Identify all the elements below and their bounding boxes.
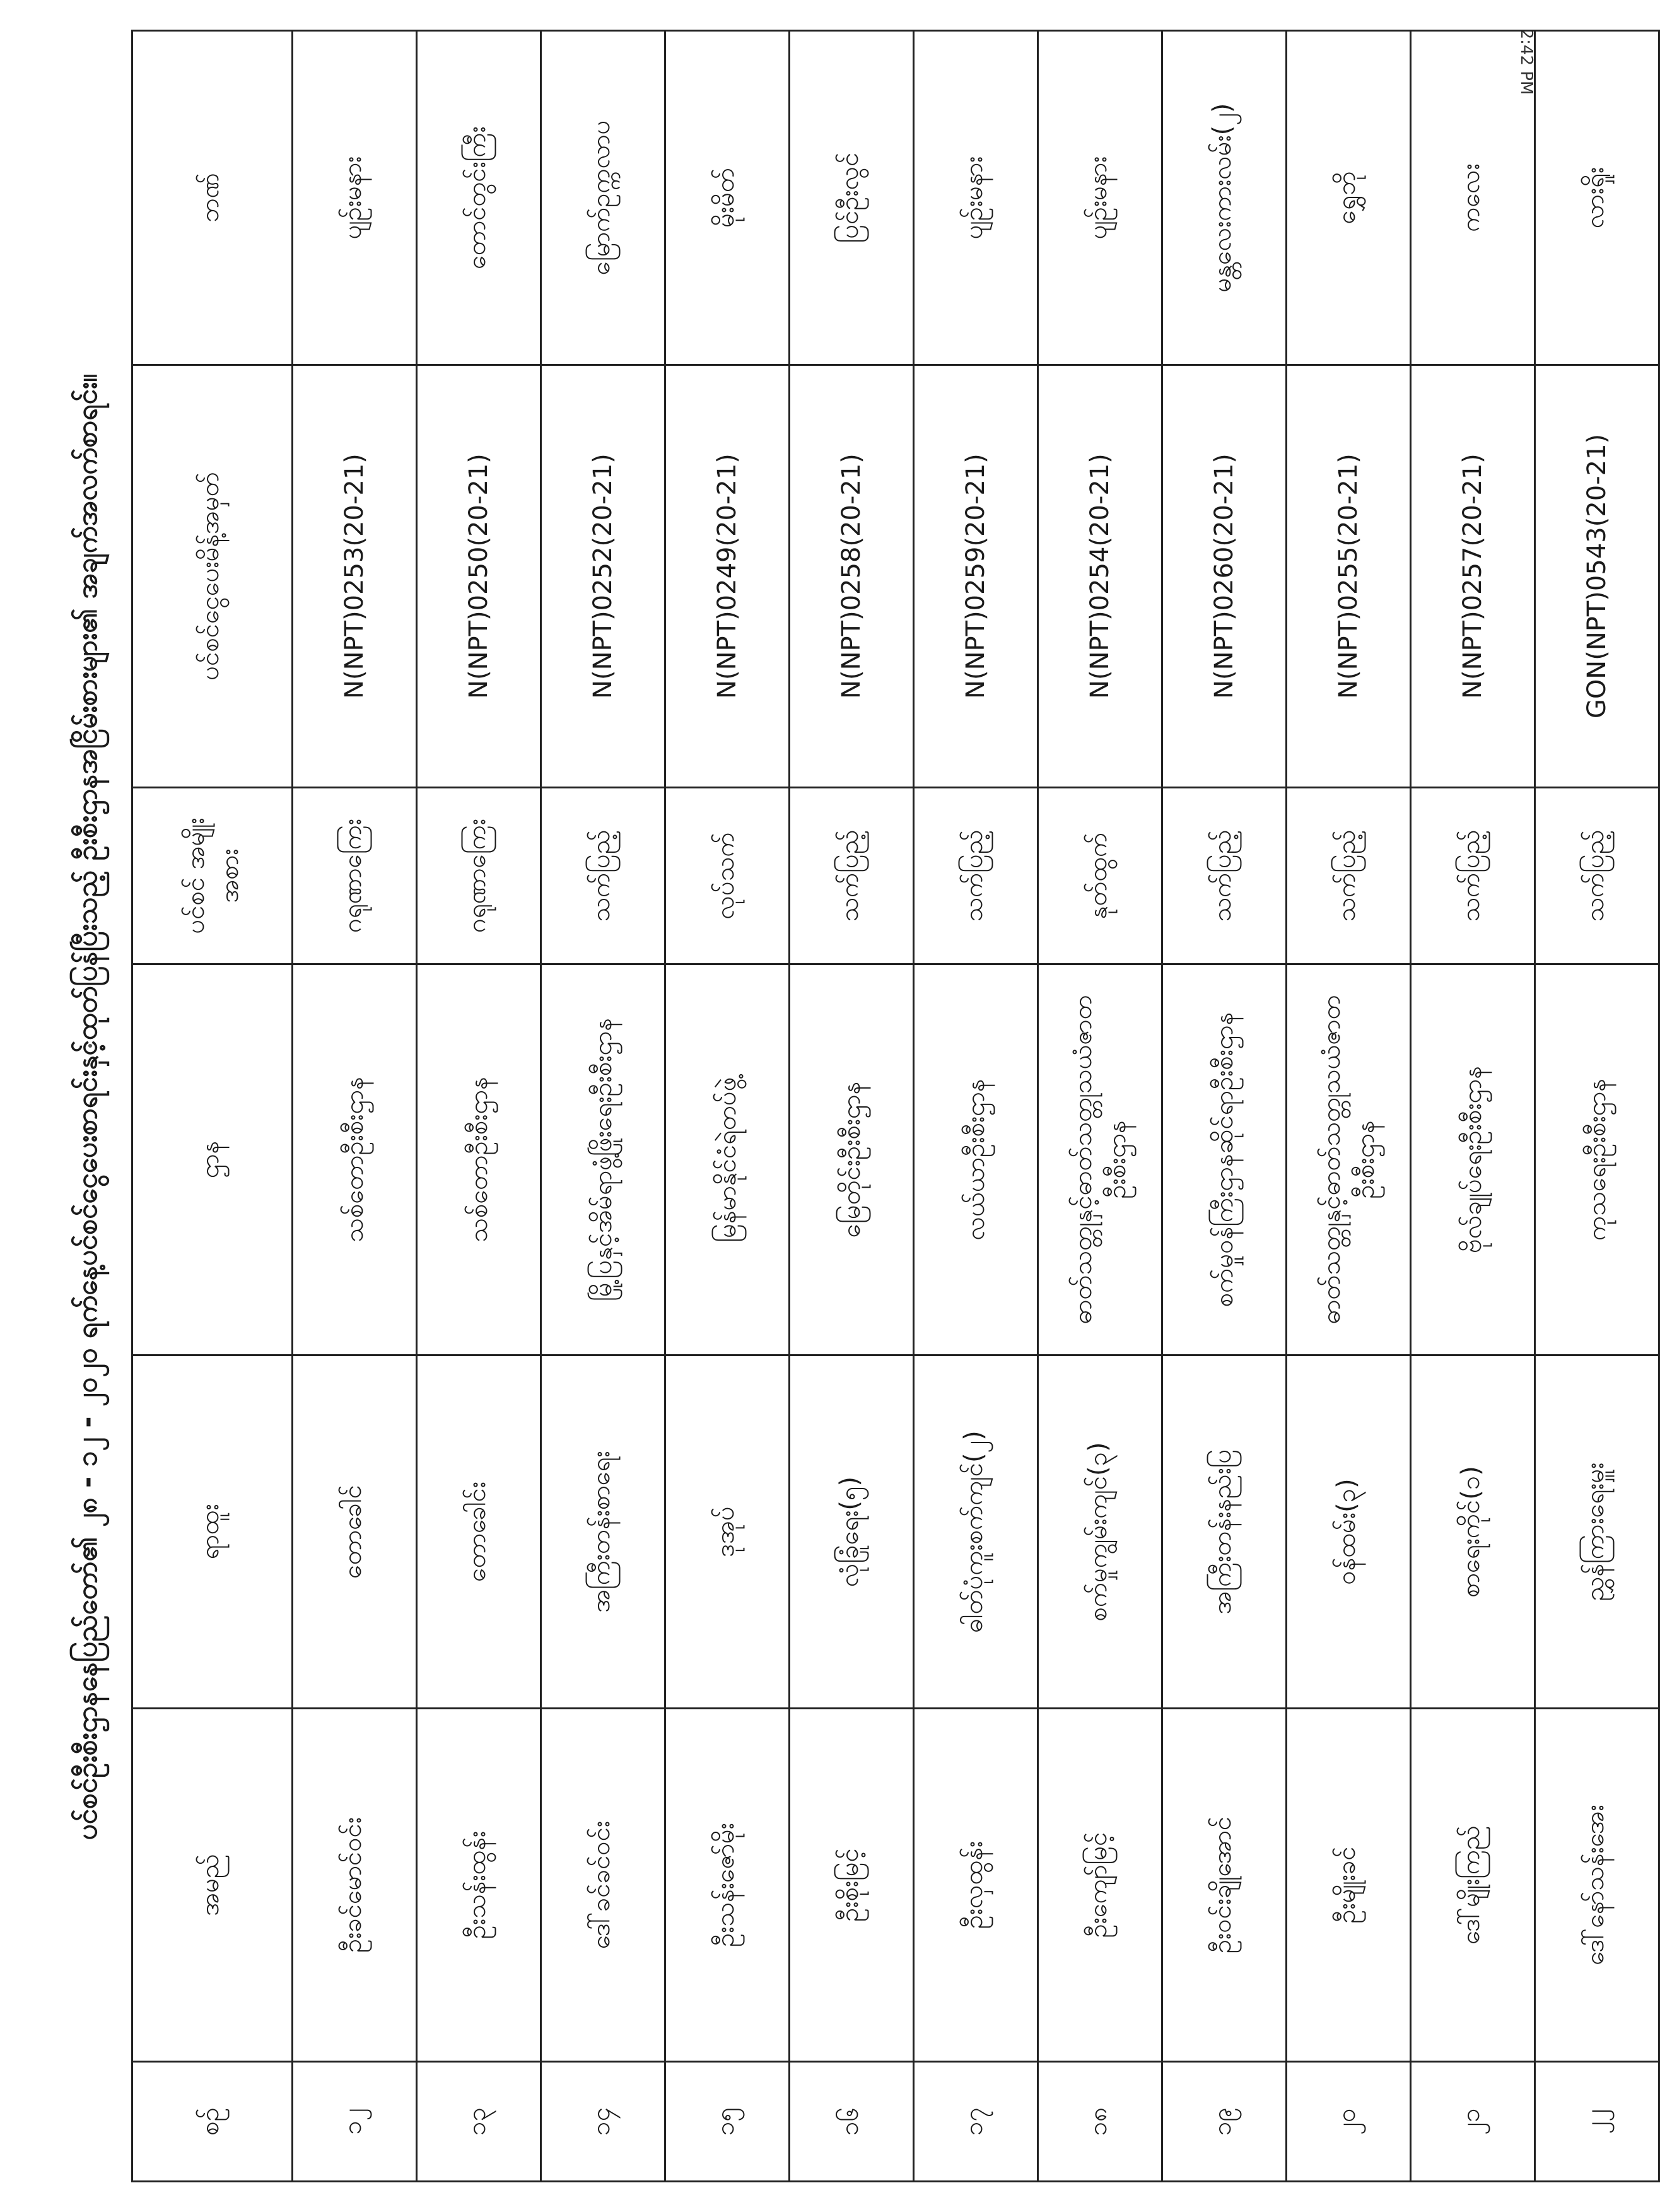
- cell-rank: လုံခြုံရေး(၅): [790, 1355, 914, 1709]
- cell-rank: စာရေးကိုင်(၁): [1411, 1355, 1535, 1709]
- cell-name: ဦးကျော်မြင့်: [1038, 1709, 1162, 2062]
- cell-no: ၂၁: [1411, 2062, 1535, 2182]
- cell-city: လားရှိုး: [1535, 31, 1659, 365]
- cell-no: ၂၀: [1287, 2062, 1411, 2182]
- cell-pension-no: N(NPT)0254(20-21): [1038, 365, 1162, 788]
- cell-pension-no: N(NPT)0257(20-21): [1411, 365, 1535, 788]
- cell-name: ဒေါ်နော်သန်းအေး: [1535, 1709, 1659, 2062]
- table-row: [293, 31, 417, 2182]
- cell-pension-type: ဂရုဏာကြေး: [417, 788, 541, 964]
- table-row: [914, 31, 1038, 2182]
- cell-no: ၁၄: [541, 2062, 665, 2182]
- cell-no: ၁၈: [1038, 2062, 1162, 2182]
- cell-city: မြောက်ဥက္ကလာပ: [541, 31, 665, 365]
- cell-pension-type: သက်ပြည့်: [541, 788, 665, 964]
- cell-no: ၁၉: [1162, 2062, 1287, 2182]
- timestamp-text: 2:42 PM: [1517, 28, 1536, 95]
- cell-pension-type: လုပ်သက်: [665, 788, 790, 964]
- cell-rank: အကြီးတန်းနည်းပြ: [1162, 1355, 1287, 1709]
- cell-department: လယ်ယာဦးစီးဌာန: [914, 964, 1038, 1355]
- cell-department: မြေတိုင်းဦးစီးဌာန: [790, 964, 914, 1355]
- cell-no: ၁၃: [417, 2062, 541, 2182]
- table-header-row: [132, 31, 293, 2182]
- cell-department: သစ်တောဦးစီးဌာန: [417, 964, 541, 1355]
- header-pension-type: ပင်စင် အမျိုးအစား: [132, 788, 293, 964]
- cell-name: ဦးဝင်းချိုအောင်: [1162, 1709, 1287, 2062]
- cell-city: ရွှေဘို: [1287, 31, 1411, 365]
- header-no: စဥ်: [132, 2062, 293, 2182]
- cell-rank: ဒုအုပ်: [665, 1355, 790, 1709]
- cell-pension-type: ဂရုဏာကြေး: [293, 788, 417, 964]
- cell-city: ပျဉ်းမနား: [293, 31, 417, 365]
- cell-city: ပျဉ်းမနား: [914, 31, 1038, 365]
- cell-pension-no: N(NPT)0253(20-21): [293, 365, 417, 788]
- cell-pension-type: သက်ပြည့်: [1535, 788, 1659, 964]
- cell-city: ပြင်ဦးလွင်: [790, 31, 914, 365]
- cell-department: မြို့ပြနှင့်အိမ်ရာဖွံ့ဖြိုးရေးဦးစီးဌာန: [541, 964, 665, 1355]
- header-city: ဘဏ်: [132, 31, 293, 365]
- cell-city: တောင်တွင်းကြီး: [417, 31, 541, 365]
- table-row: [665, 31, 790, 2182]
- cell-pension-type: သက်ပြည့်: [1162, 788, 1287, 964]
- cell-pension-no: N(NPT)0260(20-21): [1162, 365, 1287, 788]
- document-title: ပင်စင်ဦးစီးဌာနနေပြည်တော်၏ ၂၈ - ၁၂ - ၂၀၂၀ ရက်နေ့ပင်စင်ငွေပေးစာရင်းနှင့်ထုတ်ပြန်ပြီးသည့် ဦးစီးဌာနအငြိမ်းစားများ၏ အချက်အလက်စာရင်း။: [71, 373, 103, 1840]
- cell-pension-type: သက်ပြည့်: [1411, 788, 1535, 964]
- cell-city: မိုးမိတ်: [665, 31, 790, 365]
- header-pension-no: ပင်စင်ငွေပေးမိန့်အမှတ်: [132, 365, 293, 788]
- cell-name: ဦးသန်းထွန်း: [417, 1709, 541, 2062]
- cell-no: ၁၇: [914, 2062, 1038, 2182]
- cell-rank: ဓါတ်ပုံကူးစက်ကျင်(၂): [914, 1355, 1038, 1709]
- cell-name: ဦးမျိုးခင်: [1287, 1709, 1411, 2062]
- cell-rank: တောခေါင်း: [417, 1355, 541, 1709]
- cell-city: ပျဉ်းမနား: [1038, 31, 1162, 365]
- cell-department: ကုသရေးဦးစီးဌာန: [1535, 964, 1659, 1355]
- cell-name: ဦးစိုးမြင့်: [790, 1709, 914, 2062]
- cell-name: ဒေါ်ခင်ခင်ဝင်း: [541, 1709, 665, 2062]
- table-row: [790, 31, 914, 2182]
- cell-department: မြန်မာနိုင်ငံရဲတပ်ဖွဲ့: [665, 964, 790, 1355]
- table-row: [1287, 31, 1411, 2182]
- cell-pension-type: သက်ပြည့်: [790, 788, 914, 964]
- cell-rank: စက်မှုကျွမ်းကျင်(၃): [1038, 1355, 1162, 1709]
- header-department: ဌာန: [132, 964, 293, 1355]
- cell-city: မန္တလေးကားလမ်း(၂): [1162, 31, 1287, 365]
- cell-rank: ညွှန်ကြားရေးမှူး: [1535, 1355, 1659, 1709]
- cell-pension-type: သက်ပြည့်: [914, 788, 1038, 964]
- cell-pension-no: GON(NPT)0543(20-21): [1535, 365, 1659, 788]
- cell-department: သစ်တောဦးစီးဌာန: [293, 964, 417, 1355]
- cell-pension-type: နုတ်ထွက်: [1038, 788, 1162, 964]
- cell-name: ဒေါ်မျိုးကြည်: [1411, 1709, 1535, 2062]
- cell-rank: အကြီးတန်းစာရေး: [541, 1355, 665, 1709]
- table-row: [1162, 31, 1287, 2182]
- cell-name: ဦးသန်းဇော်မိုး: [665, 1709, 790, 2062]
- table-row: [541, 31, 665, 2182]
- cell-pension-no: N(NPT)0255(20-21): [1287, 365, 1411, 788]
- cell-pension-no: N(NPT)0259(20-21): [914, 365, 1038, 788]
- cell-no: ၁၅: [665, 2062, 790, 2182]
- cell-name: ဦးခင်မောင်ဝင်း: [293, 1709, 417, 2062]
- cell-pension-no: N(NPT)0252(20-21): [541, 365, 665, 788]
- cell-department: ဓာတ်သတ္တုနှင့်ဓာတ်သတ္တုသယံဇာတဦးစီးဌာန: [1287, 964, 1411, 1355]
- cell-department: ဗိုလ်ချုပ်ရေးဦးစီးဌာန: [1411, 964, 1535, 1355]
- cell-department: စက်မှုဝန်ကြီးဌာနဆိုင်ရာဦးစီးဌာန: [1162, 964, 1287, 1355]
- cell-no: ၁၂: [293, 2062, 417, 2182]
- cell-pension-no: N(NPT)0249(20-21): [665, 365, 790, 788]
- table-row: [1038, 31, 1162, 2182]
- cell-department: ဓာတ်သတ္တုနှင့်ဓာတ်သတ္တုသယံဇာတဦးစီးဌာန: [1038, 964, 1162, 1355]
- table-row: [1535, 31, 1659, 2182]
- cell-rank: ဝန်ထမ်း(၃): [1287, 1355, 1411, 1709]
- cell-no: ၂၂: [1535, 2062, 1659, 2182]
- cell-pension-type: သက်ပြည့်: [1287, 788, 1411, 964]
- table-row: [1411, 31, 1535, 2182]
- cell-pension-no: N(NPT)0258(20-21): [790, 365, 914, 788]
- cell-name: ဦးလှထွန်း: [914, 1709, 1038, 2062]
- pension-table: [131, 30, 1660, 2182]
- cell-pension-no: N(NPT)0250(20-21): [417, 365, 541, 788]
- table-row: [417, 31, 541, 2182]
- cell-city: ကလေး: [1411, 31, 1535, 365]
- cell-no: ၁၆: [790, 2062, 914, 2182]
- header-rank: ရာထူး: [132, 1355, 293, 1709]
- cell-rank: တောခေါင်: [293, 1355, 417, 1709]
- header-name: အမည်: [132, 1709, 293, 2062]
